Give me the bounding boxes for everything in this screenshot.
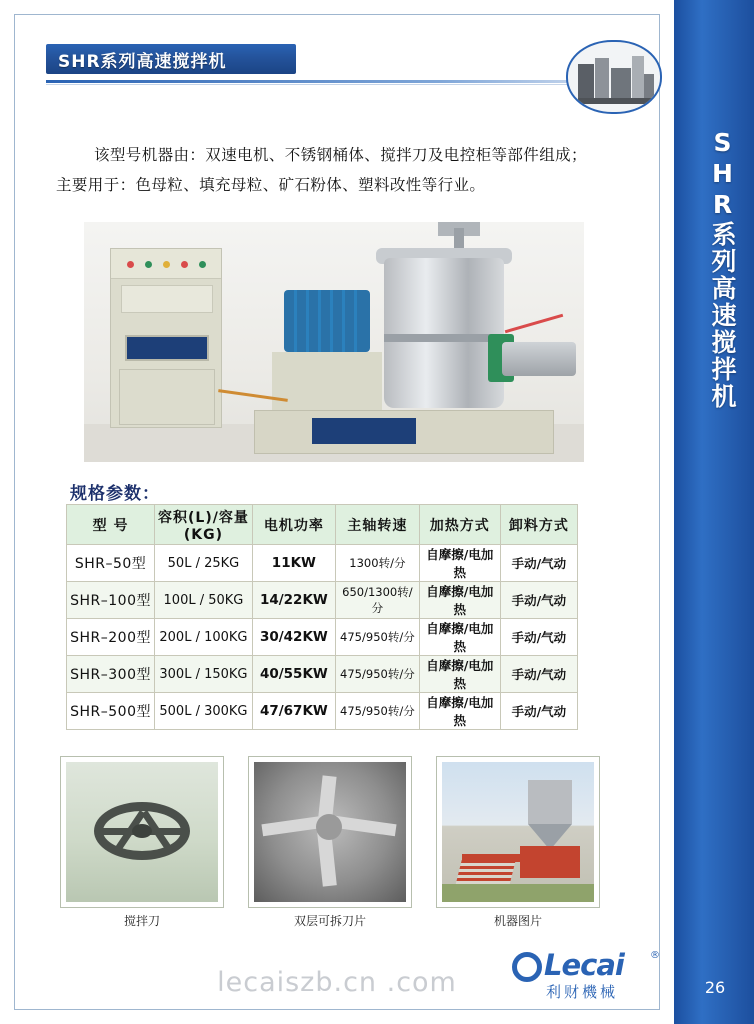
thumb-part-2 (595, 58, 609, 98)
motor-fin-3 (318, 290, 321, 352)
cell-heating: 自摩擦/电加热 (419, 656, 500, 693)
motor-base (272, 352, 382, 410)
cell-speed: 475/950转/分 (335, 656, 419, 693)
gear-icon (512, 952, 542, 982)
cell-speed: 475/950转/分 (335, 693, 419, 730)
cell-model: SHR–50型 (67, 545, 155, 582)
cell-volume: 500L / 300KG (155, 693, 253, 730)
cell-model: SHR–200型 (67, 619, 155, 656)
title-underline-thin (46, 84, 606, 85)
gallery-card-machine (436, 756, 600, 908)
table-header-row (67, 505, 578, 545)
cell-speed: 650/1300转/分 (335, 582, 419, 619)
logo-wordmark: Lecai (544, 948, 624, 982)
cell-volume: 50L / 25KG (155, 545, 253, 582)
cabinet-led-green-2 (199, 261, 206, 268)
col-header-discharge: 卸料方式 (500, 505, 577, 545)
intro-text-2: 主要用于：色母粒、填充母粒、矿石粉体、塑料改性等行业。 (56, 176, 486, 194)
col-header-power: 电机功率 (252, 505, 335, 545)
gallery-image-blade (66, 762, 218, 902)
cabinet-led-red (127, 261, 134, 268)
side-band-title: SHR系列高速搅拌机 (708, 128, 737, 410)
tank-center-hub (316, 814, 342, 840)
cell-heating: 自摩擦/电加热 (419, 693, 500, 730)
cell-power: 14/22KW (252, 582, 335, 619)
motor-fin-4 (330, 290, 333, 352)
registered-mark: ® (650, 950, 660, 961)
cell-model: SHR–500型 (67, 693, 155, 730)
gallery-caption-inner-tank: 双层可拆刀片 (293, 914, 366, 928)
cell-model: SHR–300型 (67, 656, 155, 693)
cell-heating: 自摩擦/电加热 (419, 545, 500, 582)
cabinet-panel (121, 285, 213, 313)
gallery-image-inner-tank (254, 762, 406, 902)
col-header-volume: 容积(L)/容量(KG) (155, 505, 253, 545)
col-header-model: 型 号 (67, 505, 155, 545)
cell-power: 30/42KW (252, 619, 335, 656)
base-nameplate (312, 418, 416, 444)
thumb-part-1 (578, 64, 594, 98)
page-title-bar (46, 44, 296, 74)
table-row (67, 619, 578, 656)
cabinet-door (119, 369, 215, 425)
blade-hub (132, 824, 152, 838)
motor-fin-6 (354, 290, 357, 352)
spec-table-header (67, 505, 578, 545)
table-row (67, 582, 578, 619)
motor-fin-2 (306, 290, 309, 352)
page-number: 26 (704, 977, 726, 997)
machine-tank-top (528, 780, 572, 824)
watermark-text: lecaiszb.cn .com (217, 967, 457, 998)
gallery-caption-machine: 机器图片 (493, 914, 542, 928)
cell-power: 47/67KW (252, 693, 335, 730)
gallery-card-inner-tank (248, 756, 412, 908)
hose-cable (505, 314, 564, 333)
cell-model: SHR–100型 (67, 582, 155, 619)
stainless-tank (384, 258, 504, 408)
thumb-part-3 (611, 68, 631, 98)
tank-band (384, 334, 504, 342)
cell-discharge: 手动/气动 (500, 619, 577, 656)
title-bar-background (46, 44, 296, 74)
company-logo (512, 950, 662, 1002)
motor-fin-1 (294, 290, 297, 352)
gallery-card-blade (60, 756, 224, 908)
cell-power: 11KW (252, 545, 335, 582)
col-header-speed: 主轴转速 (335, 505, 419, 545)
cabinet-led-red-2 (181, 261, 188, 268)
thumb-part-5 (644, 74, 654, 98)
gallery-caption-blade: 搅拌刀 (123, 914, 160, 928)
thumb-base (578, 98, 654, 104)
spec-heading: 规格参数： (70, 484, 160, 504)
intro-text-1: 该型号机器由：双速电机、不锈钢桶体、搅拌刀及电控柜等部件组成； (94, 146, 587, 164)
cell-discharge: 手动/气动 (500, 545, 577, 582)
logo-subtitle: 利财機械 (546, 983, 619, 1001)
discharge-chute (502, 342, 576, 376)
cell-discharge: 手动/气动 (500, 693, 577, 730)
cell-volume: 300L / 150KG (155, 656, 253, 693)
cell-power: 40/55KW (252, 656, 335, 693)
control-cabinet (110, 248, 222, 428)
page-title: SHR系列高速搅拌机 (58, 51, 227, 72)
cell-discharge: 手动/气动 (500, 656, 577, 693)
cell-volume: 100L / 50KG (155, 582, 253, 619)
intro-line-1 (56, 140, 596, 170)
cell-heating: 自摩擦/电加热 (419, 619, 500, 656)
spec-table-body (67, 545, 578, 730)
right-side-band (674, 0, 754, 1024)
intro-line-2 (56, 170, 596, 200)
table-row (67, 545, 578, 582)
thumbnail-machine-shape (578, 54, 654, 104)
main-product-photo (84, 222, 584, 462)
cabinet-display (125, 335, 209, 361)
cell-discharge: 手动/气动 (500, 582, 577, 619)
machine-body (520, 846, 580, 878)
cell-volume: 200L / 100KG (155, 619, 253, 656)
photo-gallery (60, 756, 600, 941)
table-row (67, 656, 578, 693)
col-header-heating: 加热方式 (419, 505, 500, 545)
cabinet-led-yellow (163, 261, 170, 268)
thumb-part-4 (632, 56, 644, 98)
gallery-image-machine (442, 762, 594, 902)
cell-speed: 1300转/分 (335, 545, 419, 582)
machine-thumbnail-icon (566, 40, 662, 114)
motor-fin-5 (342, 290, 345, 352)
machine-ground (442, 884, 594, 902)
title-underline (46, 80, 606, 83)
motor-body (284, 290, 370, 352)
spec-table (66, 504, 578, 730)
cell-heating: 自摩擦/电加热 (419, 582, 500, 619)
cell-speed: 475/950转/分 (335, 619, 419, 656)
table-row (67, 693, 578, 730)
cabinet-led-green (145, 261, 152, 268)
intro-paragraph (56, 140, 596, 200)
